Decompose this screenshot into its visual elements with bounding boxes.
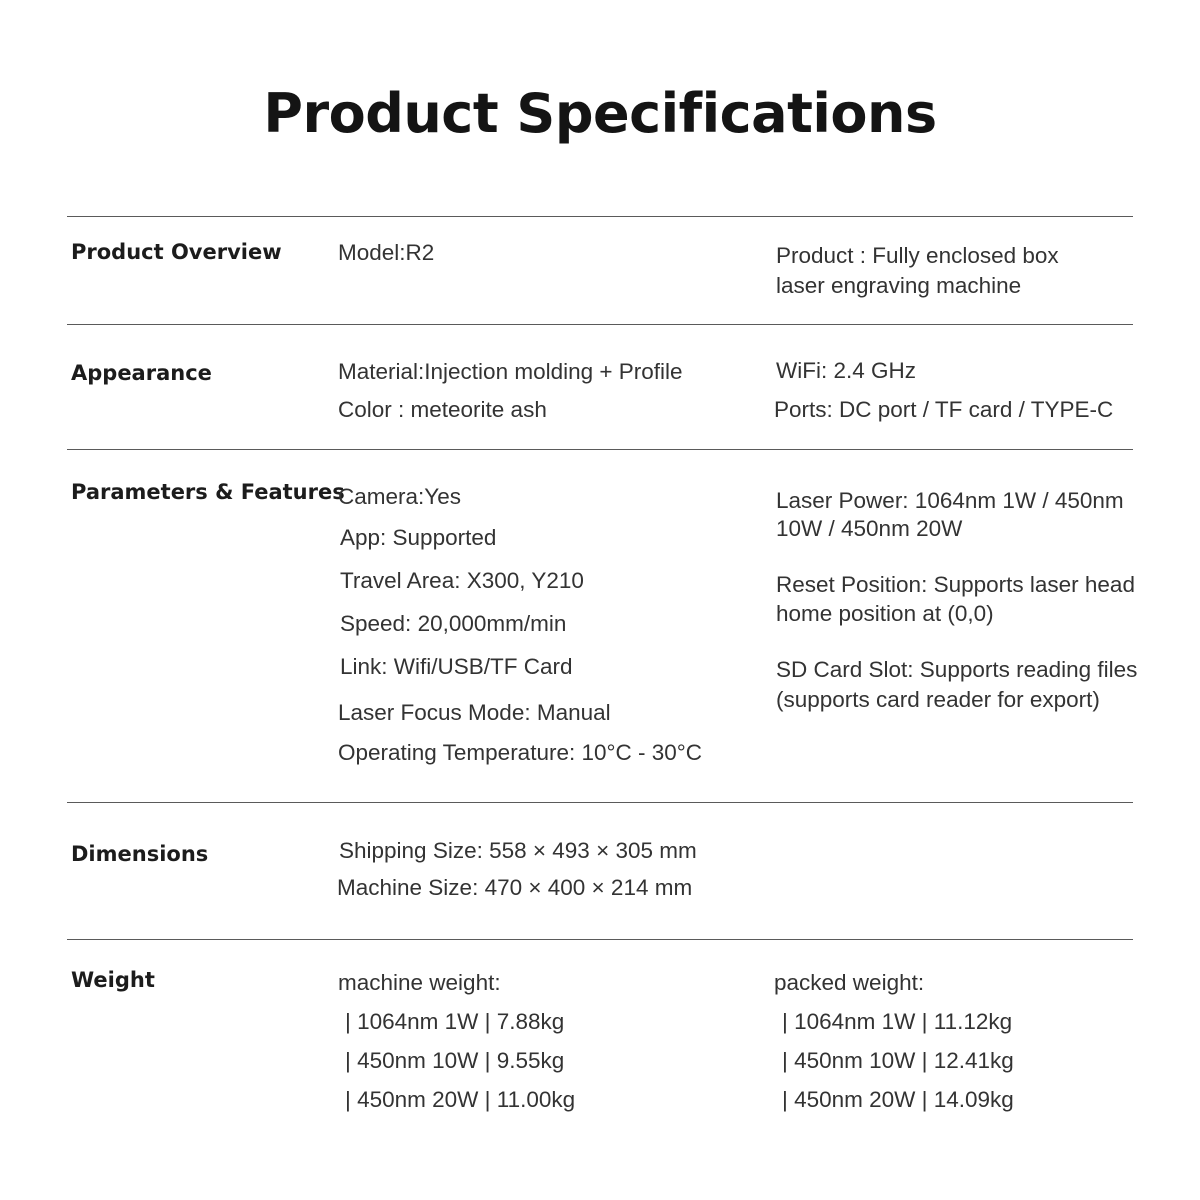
spec-sd-card-line-1: SD Card Slot: Supports reading files: [776, 657, 1138, 682]
divider: [67, 449, 1133, 450]
spec-machine-weight-row: | 450nm 20W | 11.00kg: [345, 1087, 576, 1112]
spec-ports: Ports: DC port / TF card / TYPE-C: [774, 397, 1114, 422]
spec-app: App: Supported: [340, 525, 497, 550]
spec-packed-weight-heading: packed weight:: [774, 970, 925, 995]
spec-laser-focus-mode: Laser Focus Mode: Manual: [338, 700, 611, 725]
spec-shipping-size: Shipping Size: 558 × 493 × 305 mm: [339, 838, 697, 863]
spec-product-line-1: Product : Fully enclosed box: [776, 243, 1059, 268]
spec-reset-position-line-1: Reset Position: Supports laser head: [776, 572, 1135, 597]
spec-camera: Camera:Yes: [338, 484, 461, 509]
spec-color: Color : meteorite ash: [338, 397, 547, 422]
spec-operating-temperature: Operating Temperature: 10°C - 30°C: [338, 740, 703, 765]
spec-packed-weight-row: | 450nm 20W | 14.09kg: [782, 1087, 1014, 1112]
spec-packed-weight-row: | 1064nm 1W | 11.12kg: [782, 1009, 1013, 1034]
spec-speed: Speed: 20,000mm/min: [340, 611, 567, 636]
page-title: Product Specifications: [263, 82, 937, 145]
divider: [67, 216, 1133, 217]
divider: [67, 802, 1133, 803]
divider: [67, 324, 1133, 325]
spec-reset-position-line-2: home position at (0,0): [776, 601, 994, 626]
divider: [67, 939, 1133, 940]
section-label-product-overview: Product Overview: [71, 240, 282, 264]
spec-sd-card-line-2: (supports card reader for export): [776, 687, 1100, 712]
spec-machine-size: Machine Size: 470 × 400 × 214 mm: [337, 875, 693, 900]
spec-laser-power-line-2: 10W / 450nm 20W: [776, 516, 963, 541]
spec-travel-area: Travel Area: X300, Y210: [340, 568, 584, 593]
section-label-appearance: Appearance: [71, 361, 212, 385]
section-label-parameters-features: Parameters & Features: [71, 480, 345, 504]
spec-packed-weight-row: | 450nm 10W | 12.41kg: [782, 1048, 1014, 1073]
spec-product-line-2: laser engraving machine: [776, 273, 1022, 298]
spec-laser-power-line-1: Laser Power: 1064nm 1W / 450nm: [776, 488, 1124, 513]
spec-model: Model:R2: [338, 240, 435, 265]
spec-material: Material:Injection molding + Profile: [338, 359, 683, 384]
spec-link: Link: Wifi/USB/TF Card: [340, 654, 573, 679]
spec-machine-weight-heading: machine weight:: [338, 970, 501, 995]
section-label-weight: Weight: [71, 968, 155, 992]
spec-machine-weight-row: | 450nm 10W | 9.55kg: [345, 1048, 565, 1073]
section-label-dimensions: Dimensions: [71, 842, 209, 866]
spec-wifi: WiFi: 2.4 GHz: [776, 358, 917, 383]
spec-machine-weight-row: | 1064nm 1W | 7.88kg: [345, 1009, 565, 1034]
